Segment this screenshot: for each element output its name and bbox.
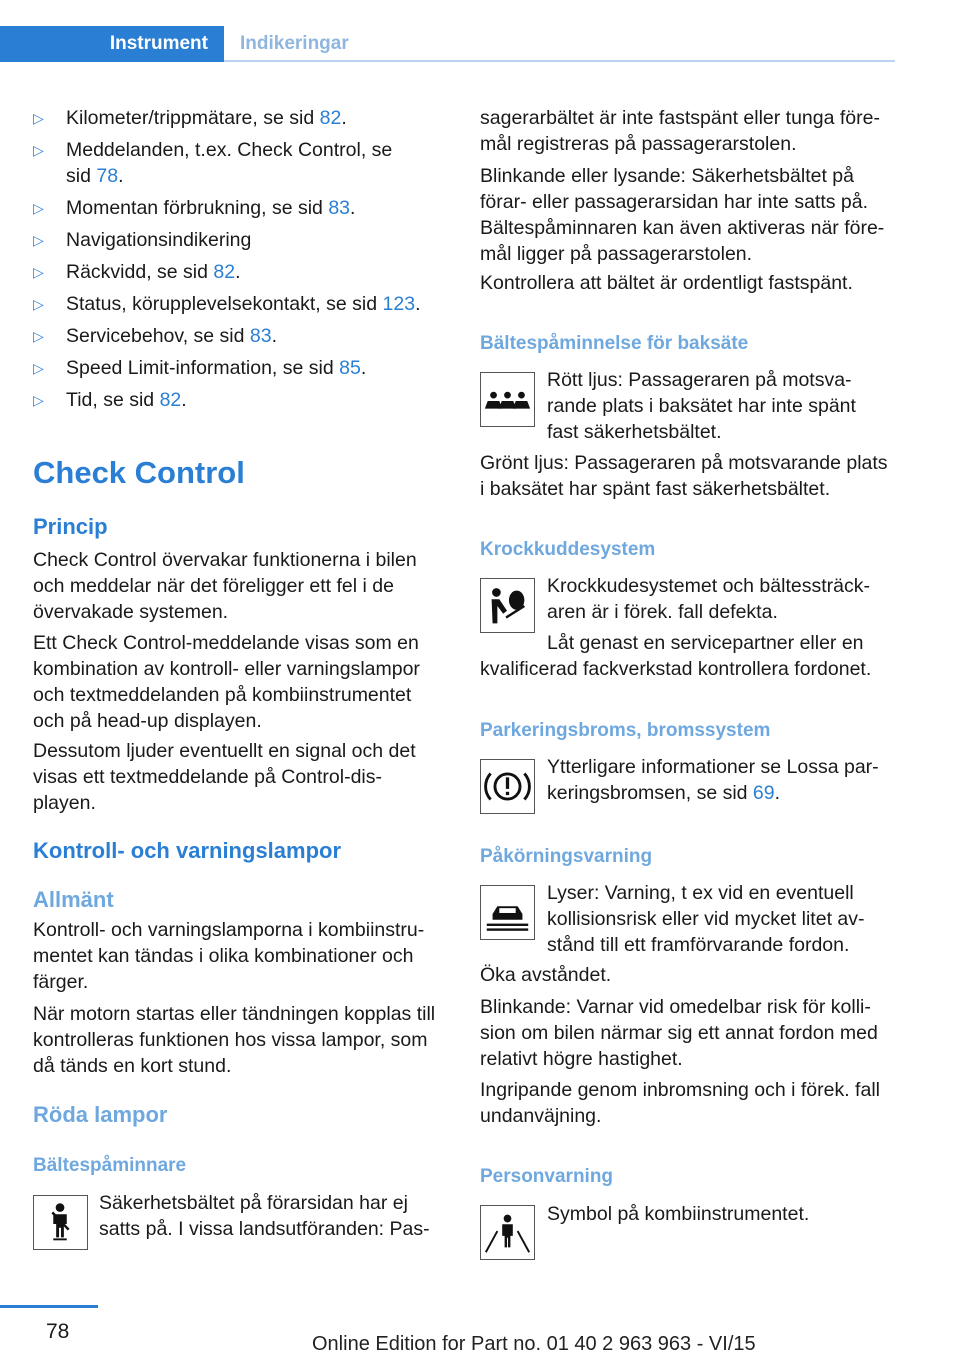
paragraph: När motorn startas eller tändningen kopplas till kontrolleras funktionen hos vissa lampor, som då tänds en kort stund. <box>33 1003 436 1077</box>
paragraph: Rött ljus: Passageraren på motsva- rande plats i baksätet har inte spänt fast säkerhetsbältet. <box>547 369 856 443</box>
paragraph: sagerarbältet är inte fastspänt eller tunga före- mål registreras på passagerarstolen. <box>480 107 880 155</box>
paragraph: Blinkande eller lysande: Säkerhetsbältet på förar- eller passagerarsidan har inte satts på. Bältespåminnaren kan även aktiveras när före- mål ligger på passagerarstolen. <box>480 165 885 265</box>
paragraph: Ytterligare informationer se Lossa par- keringsbromsen, se sid 69. <box>547 756 879 804</box>
rear-seatbelt-icon <box>480 372 535 427</box>
section-title: Check Control <box>33 455 245 490</box>
airbag-icon <box>480 578 535 633</box>
paragraph: Låt genast en servicepartner eller en <box>547 632 864 654</box>
footer-rule <box>0 1305 98 1308</box>
brake-system-icon <box>480 759 535 814</box>
page-link[interactable]: 82 <box>159 389 182 411</box>
page-link[interactable]: 78 <box>96 165 119 187</box>
subsection-title: Allmänt <box>33 887 114 912</box>
paragraph: Blinkande: Varnar vid omedelbar risk för kolli- sion om bilen närmar sig ett annat fordon med relativt högre hastighet. <box>480 996 878 1070</box>
item-title: Bältespåminnelse för baksäte <box>480 333 749 354</box>
paragraph: Öka avståndet. <box>480 964 612 986</box>
seatbelt-driver-icon <box>33 1195 88 1250</box>
page-link[interactable]: 85 <box>339 357 361 379</box>
subsection-title: Princip <box>33 514 108 539</box>
paragraph: Krockkudesystemet och bältessträck- aren är i förek. fall defekta. <box>547 575 870 623</box>
paragraph: Kontrollera att bältet är ordentligt fastspänt. <box>480 272 853 294</box>
tab-instrument[interactable]: Instrument <box>0 26 224 62</box>
page-link[interactable]: 82 <box>319 107 342 129</box>
paragraph: Lyser: Varning, t ex vid en eventuell kollisionsrisk eller vid mycket litet av- stånd till ett framförvarande fordon. <box>547 882 865 956</box>
edition-note: Online Edition for Part no. 01 40 2 963 963 - VI/15 <box>312 1333 756 1355</box>
paragraph: Symbol på kombiinstrumentet. <box>547 1203 810 1225</box>
page-link[interactable]: 123 <box>382 293 416 315</box>
paragraph: Grönt ljus: Passageraren på motsvarande plats i baksätet har spänt fast säkerhetsbältet. <box>480 452 888 500</box>
page-link[interactable]: 69 <box>752 782 775 804</box>
paragraph: Kontroll- och varningslamporna i kombiinstru- mentet kan tändas i olika kombinationer och färger. <box>33 919 425 993</box>
subsection-title: Röda lampor <box>33 1102 168 1127</box>
item-title: Påkörningsvarning <box>480 846 653 867</box>
item-title: Krockkuddesystem <box>480 539 656 560</box>
paragraph: Ett Check Control-meddelande visas som en kombination av kontroll- eller varningslampor och textmeddelanden på kombiinstrumentet och på head-up displayen. <box>33 632 420 732</box>
paragraph: Dessutom ljuder eventuellt en signal och det visas ett textmeddelande på Control-dis- playen. <box>33 740 416 814</box>
collision-warning-icon <box>480 885 535 940</box>
chapter-tab-bar <box>0 26 895 62</box>
paragraph: Ingripande genom inbromsning och i förek. fall undanväjning. <box>480 1079 880 1127</box>
subsection-title: Kontroll- och varningslampor <box>33 838 342 863</box>
paragraph: Check Control övervakar funktionerna i bilen och meddelar när det föreligger ett fel i de övervakade systemen. <box>33 549 417 623</box>
item-title: Personvarning <box>480 1166 614 1187</box>
item-title: Parkeringsbroms, bromssystem <box>480 720 771 741</box>
paragraph: Säkerhetsbältet på förarsidan har ej satts på. I vissa landsutföranden: Pas- <box>99 1192 430 1240</box>
page-link[interactable]: 82 <box>213 261 236 283</box>
paragraph: kvalificerad fackverkstad kontrollera fordonet. <box>480 658 872 680</box>
pedestrian-warning-icon <box>480 1205 535 1260</box>
page-link[interactable]: 83 <box>328 197 351 219</box>
page-link[interactable]: 83 <box>249 325 272 347</box>
tab-indikeringar[interactable]: Indikeringar <box>240 33 349 54</box>
page-number: 78 <box>46 1320 70 1343</box>
item-title: Bältespåminnare <box>33 1155 187 1176</box>
